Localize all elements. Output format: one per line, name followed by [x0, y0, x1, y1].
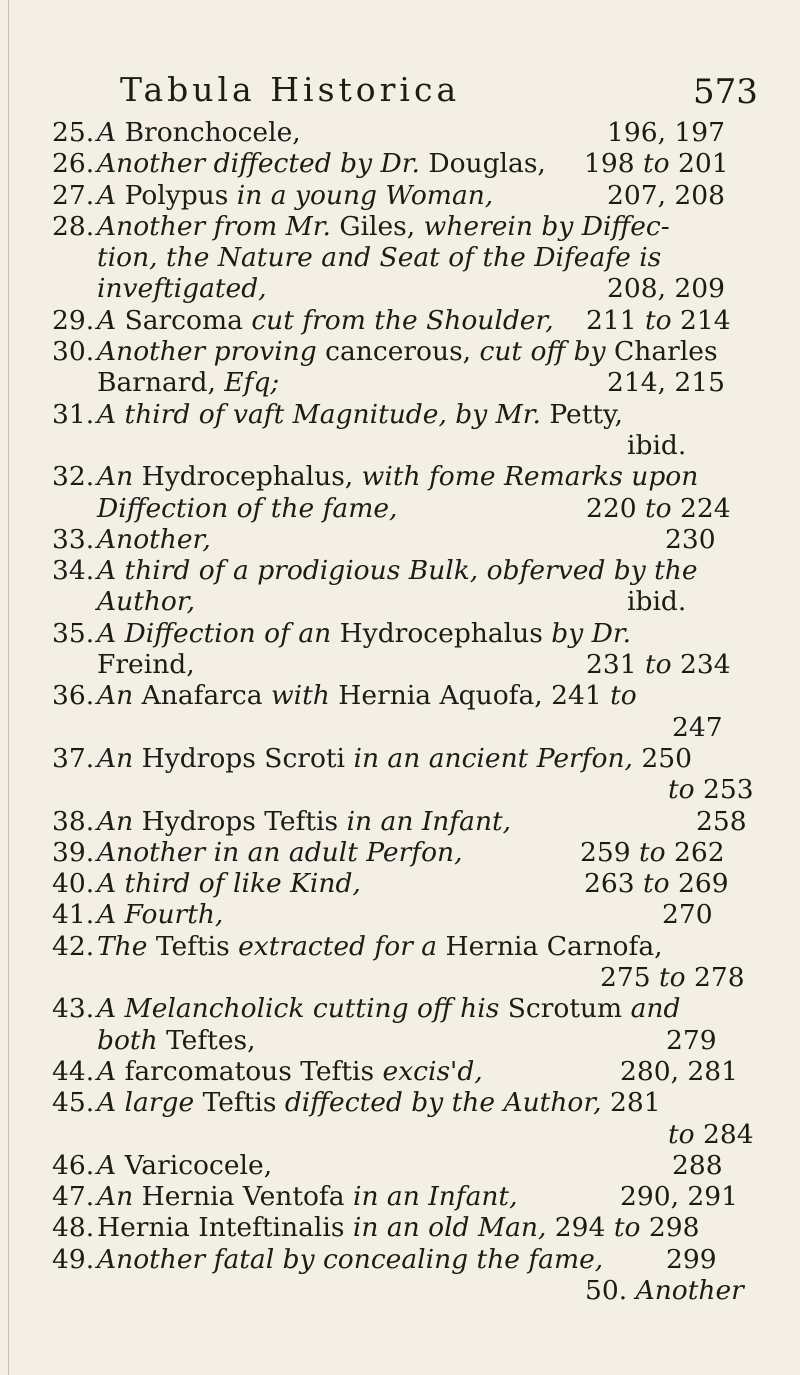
entry-text: Hydrops Scroti	[133, 742, 354, 774]
entry-pages-end: 253	[694, 774, 754, 806]
entry-italic: Another from Mr.	[97, 210, 331, 242]
entry-italic: An	[97, 680, 134, 712]
index-entry-46	[0, 1150, 800, 1181]
index-entry-48	[0, 1212, 800, 1243]
entry-number: 45.	[52, 1087, 95, 1119]
entry-pages-end: 278	[685, 962, 745, 994]
entry-pages-to: to	[668, 1118, 695, 1150]
entry-pages-end: 284	[694, 1118, 754, 1150]
entry-italic: A Diffection of an	[97, 617, 332, 649]
entry-pages-to: to	[645, 492, 672, 524]
entry-number: 49.	[52, 1243, 95, 1275]
entry-pages-to: to	[610, 680, 637, 712]
entry-number: 31.	[52, 398, 95, 430]
entry-number: 25.	[52, 117, 95, 148]
index-entry-35	[0, 618, 800, 681]
entry-number: 28.	[52, 210, 95, 242]
entry-continuation: Teftes,	[157, 1024, 256, 1056]
entry-italic: A	[97, 1149, 117, 1181]
entry-pages: 258	[696, 805, 747, 837]
entry-continuation: Diffection of the fame,	[97, 492, 398, 524]
entry-number: 34.	[52, 555, 95, 587]
index-entry-34	[0, 555, 800, 618]
entry-number: 36.	[52, 680, 95, 712]
index-entry-44	[0, 1056, 800, 1087]
entry-continuation: Barnard,	[97, 367, 216, 399]
entry-pages-to: to	[613, 1212, 641, 1244]
entry-text: Sarcoma	[116, 304, 252, 336]
index-entry-28	[0, 211, 800, 305]
entry-italic: A Melancholick cutting off his	[97, 993, 500, 1025]
entry-number: 32.	[52, 461, 95, 493]
entry-italic: A third of a prodigious Bulk, obferved by the	[97, 555, 698, 587]
index-entry-29	[0, 305, 800, 336]
index-entry-40	[0, 868, 800, 899]
entry-pages: ibid.	[627, 586, 687, 618]
entry-continuation: tion, the Nature and Seat of the Difeafe is	[97, 242, 662, 274]
entry-number: 27.	[52, 179, 95, 211]
entry-italic: Another proving	[97, 336, 317, 368]
entry-pages-to: to	[645, 304, 672, 336]
entry-pages: 208, 209	[607, 273, 726, 305]
index-entry-38	[0, 806, 800, 837]
entry-pages-end: 201	[669, 148, 729, 180]
entry-text: farcomatous Teftis	[116, 1055, 383, 1087]
entry-number: 29.	[52, 304, 95, 336]
entry-italic: and	[630, 993, 681, 1025]
entry-text: Hydrocephalus,	[133, 461, 362, 493]
entry-number: 48.	[52, 1212, 95, 1244]
index-entry-43	[0, 993, 800, 1056]
entry-italic: in an old Man,	[352, 1212, 547, 1244]
catchword-word: Another	[635, 1274, 744, 1306]
entry-text: Hernia Ventofa	[133, 1181, 353, 1213]
entry-number: 26.	[52, 148, 95, 180]
entry-pages-end: 214	[671, 304, 731, 336]
entry-number: 30.	[52, 336, 95, 368]
entry-text: Charles	[605, 336, 718, 368]
entry-pages: 299	[666, 1243, 717, 1275]
entry-pages: 270	[662, 899, 713, 931]
entry-number: 44.	[52, 1055, 95, 1087]
entry-pages: 294	[546, 1212, 614, 1244]
entry-continuation: Author,	[97, 586, 196, 618]
entry-text: Petty,	[540, 398, 623, 430]
entry-text: Hernia Aquofa,	[329, 680, 543, 712]
entry-italic: An	[97, 805, 134, 837]
entry-text: Bronchocele,	[116, 117, 301, 148]
entry-italic: An	[97, 1181, 134, 1213]
entry-pages: 259	[580, 836, 640, 868]
entry-italic: wherein by Diffec-	[423, 210, 670, 242]
entry-number: 35.	[52, 617, 95, 649]
entry-italic: Another fatal by concealing the fame,	[97, 1243, 604, 1275]
entry-text: Teftis	[194, 1087, 285, 1119]
entry-text: Scrotum	[499, 993, 631, 1025]
entry-italic: excis'd,	[382, 1055, 483, 1087]
entry-italic: The	[97, 930, 148, 962]
index-entry-27	[0, 180, 800, 211]
entry-text: Douglas,	[419, 148, 546, 180]
entry-pages: 263	[584, 868, 644, 900]
index-entry-41	[0, 899, 800, 930]
entry-continuation: inveftigated,	[97, 273, 267, 305]
index-entry-30	[0, 336, 800, 399]
entry-number: 43.	[52, 993, 95, 1025]
entry-number: 46.	[52, 1149, 95, 1181]
entry-italic: A third of like Kind,	[97, 868, 361, 900]
entry-italic: diffected by the Author,	[284, 1087, 602, 1119]
catchword-number: 50.	[585, 1274, 628, 1306]
entry-italic: An	[97, 742, 134, 774]
entry-italic: with	[271, 680, 330, 712]
entry-italic: cut off by	[479, 336, 606, 368]
entry-italic: in an Infant,	[352, 1181, 518, 1213]
entry-number: 39.	[52, 836, 95, 868]
entry-pages: 198	[584, 148, 644, 180]
entry-number: 47.	[52, 1181, 95, 1213]
entry-number: 38.	[52, 805, 95, 837]
index-entry-49	[0, 1244, 800, 1275]
entry-pages-end: 298	[640, 1212, 700, 1244]
entry-pages: 196, 197	[607, 117, 726, 148]
index-entry-45	[0, 1087, 800, 1150]
entry-number: 33.	[52, 523, 95, 555]
entry-number: 40.	[52, 868, 95, 900]
entry-pages-to: to	[643, 868, 670, 900]
entry-italic: Another diffected by Dr.	[97, 148, 420, 180]
entry-italic: in a young Woman,	[236, 179, 494, 211]
running-title-historica: Historica	[270, 70, 461, 109]
entry-pages-end: 224	[671, 492, 731, 524]
entry-italic: Efq;	[215, 367, 280, 399]
entry-text: Giles,	[330, 210, 424, 242]
entry-italic: Another in an adult Perfon,	[97, 836, 463, 868]
entry-pages-end: 262	[665, 836, 725, 868]
entry-italic: A Fourth,	[97, 899, 224, 931]
entry-pages: 281	[601, 1087, 661, 1119]
entry-pages: 280, 281	[620, 1055, 739, 1087]
entry-pages-to: to	[643, 148, 670, 180]
entry-text: cancerous,	[316, 336, 480, 368]
index-entry-32	[0, 461, 800, 524]
entry-pages: 207, 208	[607, 179, 726, 211]
index-entry-33	[0, 524, 800, 555]
entry-pages-to: to	[645, 649, 672, 681]
entry-pages-to: to	[668, 774, 695, 806]
entry-italic: in an Infant,	[346, 805, 512, 837]
index-entries	[0, 117, 800, 1306]
entry-pages: 279	[666, 1024, 717, 1056]
index-entry-42	[0, 931, 800, 994]
entry-continuation: Freind,	[97, 649, 195, 681]
entry-pages: 214, 215	[607, 367, 726, 399]
entry-pages: 230	[665, 523, 716, 555]
entry-italic: A	[97, 179, 117, 211]
entry-number: 41.	[52, 899, 95, 931]
entry-pages: 275	[600, 962, 660, 994]
index-entry-37	[0, 743, 800, 806]
index-entry-31	[0, 399, 800, 462]
entry-text: Hydrocephalus	[331, 617, 552, 649]
entry-italic: Another,	[97, 523, 211, 555]
entry-italic: in an ancient Perfon,	[353, 742, 633, 774]
catchword	[0, 1275, 800, 1306]
index-entry-47	[0, 1181, 800, 1212]
entry-italic: A	[97, 117, 117, 148]
entry-pages: 288	[672, 1149, 723, 1181]
entry-text: Hydrops Teftis	[133, 805, 347, 837]
entry-number: 37.	[52, 742, 95, 774]
entry-pages: 250	[632, 742, 692, 774]
entry-text: Hernia Carnofa,	[437, 930, 663, 962]
entry-italic: A	[97, 304, 117, 336]
entry-text: Teftis	[147, 930, 239, 962]
index-entry-26	[0, 148, 800, 179]
entry-text: Anafarca	[133, 680, 271, 712]
entry-pages-to: to	[639, 836, 666, 868]
entry-pages: ibid.	[627, 429, 687, 461]
entry-italic: An	[97, 461, 134, 493]
entry-text: Hernia Inteftinalis	[97, 1212, 353, 1244]
index-entry-25	[0, 117, 800, 148]
entry-pages: 220	[586, 492, 646, 524]
entry-pages-end: 247	[672, 711, 723, 743]
entry-italic: extracted for a	[238, 930, 438, 962]
entry-italic: A	[97, 1055, 117, 1087]
entry-italic: cut from the Shoulder,	[251, 304, 554, 336]
entry-italic: A third of vaft Magnitude, by Mr.	[97, 398, 541, 430]
index-entry-36	[0, 680, 800, 743]
entry-text: Varicocele,	[116, 1149, 273, 1181]
entry-italic: A large	[97, 1087, 195, 1119]
entry-pages: 290, 291	[620, 1181, 739, 1213]
running-head	[120, 70, 460, 109]
entry-italic: by Dr.	[551, 617, 632, 649]
entry-pages-end: 269	[669, 868, 729, 900]
entry-italic: with fome Remarks upon	[361, 461, 699, 493]
entry-italic: both	[97, 1024, 158, 1056]
entry-number: 42.	[52, 930, 95, 962]
entry-pages: 241	[542, 680, 611, 712]
running-title-tabula: Tabula	[120, 70, 256, 109]
entry-pages: 231	[586, 649, 646, 681]
entry-pages-end: 234	[671, 649, 731, 681]
entry-text: Polypus	[116, 179, 237, 211]
index-entry-39	[0, 837, 800, 868]
page-number: 573	[693, 72, 758, 112]
entry-pages: 211	[586, 304, 646, 336]
entry-pages-to: to	[659, 962, 686, 994]
